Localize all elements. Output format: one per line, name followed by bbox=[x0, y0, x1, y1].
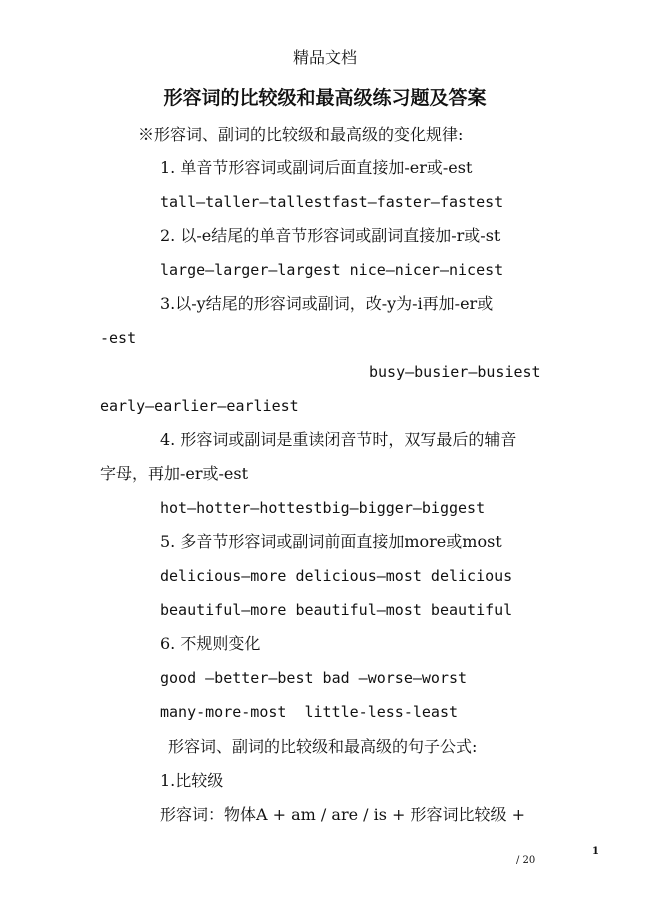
rule-5: 5. 多音节形容词或副词前面直接加more或most bbox=[160, 532, 502, 551]
rule-5-example-b: beautiful—more beautiful—most beautiful bbox=[160, 601, 513, 619]
rule-4-example: hot—hotter—hottestbig—bigger—biggest bbox=[160, 499, 486, 517]
formula-comparative: 1.比较级 bbox=[160, 771, 224, 790]
rule-6: 6. 不规则变化 bbox=[160, 634, 261, 653]
rule-4: 4. 形容词或副词是重读闭音节时，双写最后的辅音 bbox=[160, 430, 517, 449]
rules-intro: ※形容词、副词的比较级和最高级的变化规律: bbox=[138, 125, 464, 144]
rule-1-example: tall—taller—tallestfast—faster—fastest bbox=[160, 193, 504, 211]
rule-4-cont: 字母，再加-er或-est bbox=[100, 464, 249, 483]
formula-adjective: 形容词：物体A + am / are / is + 形容词比较级 + bbox=[160, 805, 526, 824]
rule-1: 1. 单音节形容词或副词后面直接加-er或-est bbox=[160, 158, 473, 177]
page-total: / 20 bbox=[516, 855, 536, 866]
rule-3-cont: -est bbox=[100, 329, 137, 347]
formula-heading: 形容词、副词的比较级和最高级的句子公式: bbox=[168, 737, 478, 756]
document-title: 形容词的比较级和最高级练习题及答案 bbox=[163, 87, 487, 109]
rule-3-example-b: early—earlier—earliest bbox=[100, 397, 299, 415]
rule-6-example-b: many-more-most little-less-least bbox=[160, 703, 459, 721]
rule-3: 3.以-y结尾的形容词或副词，改-y为-i再加-er或 bbox=[160, 294, 494, 313]
rule-5-example-a: delicious—more delicious—most delicious bbox=[160, 567, 513, 585]
rule-2-example: large—larger—largest nice—nicer—nicest bbox=[160, 261, 504, 279]
page-number: 1 bbox=[592, 846, 599, 857]
rule-6-example-a: good —better—best bad —worse—worst bbox=[160, 669, 468, 687]
rule-3-example-a: busy—busier—busiest bbox=[369, 363, 541, 381]
rule-2: 2. 以-e结尾的单音节形容词或副词直接加-r或-st bbox=[160, 226, 501, 245]
page-header: 精品文档 bbox=[292, 48, 357, 67]
